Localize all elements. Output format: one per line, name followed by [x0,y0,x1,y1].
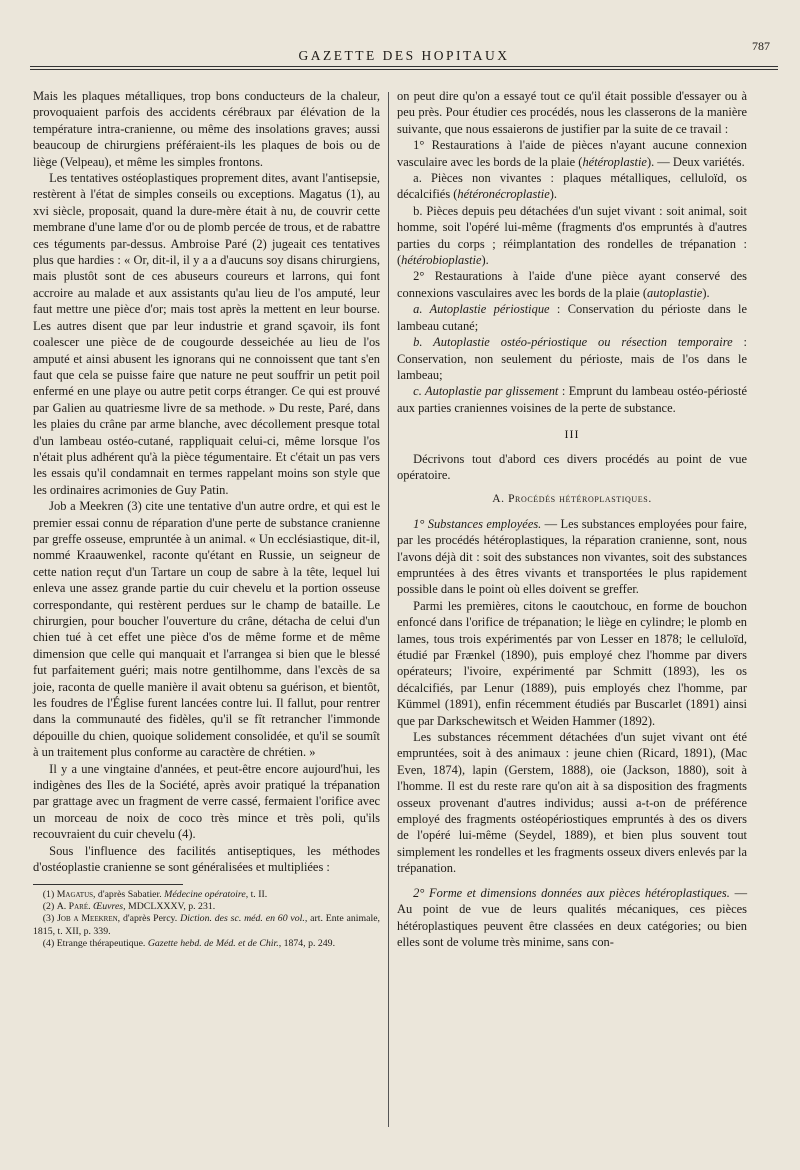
subsection-title: A. Procédés hétéroplastiques. [492,493,652,506]
paragraph: Parmi les premières, citons le caoutchouc, en forme de bouchon enfoncé dans l'orifice de trépanation; le liège en cylindre; le plomb en lames, tous trois expérimentés par von Lesser en 1878; le celluloïd, étudié par Frænkel (1890), puis employé chez l'homme par divers opérateurs; l'ivoire, expérimenté par Schmitt (1893), les os décalcifiés, par Lenur (1889), puis employés chez l'homme, par Kümmel (1891), enfin récemment étudiés par Buscarlet (1891) ainsi que par Darkschewitsch et Weiden Hammer (1892). [397,598,747,728]
classification-item-2b: b. Autoplastie ostéo-périostique ou résection temporaire : Conservation, non seulement du périoste, mais de l'os dans le lambeau; [397,335,747,382]
paragraph: Mais les plaques métalliques, trop bons conducteurs de la chaleur, provoquaient parfois des accidents cérébraux par élévation de la température intra-cranienne, ou même des insolations graves; aussi beaucoup de chirurgiens préféraient-ils les plaques de bois ou de liège (Velpeau), et même les simples frontons. [33,89,380,169]
right-column [397,88,747,950]
paragraph: Les tentatives ostéoplastiques proprement dites, avant l'antisepsie, restèrent à l'état de simples conseils ou exceptions. Magatus (1), au xvi siècle, proposait, quand la dure-mère était à nu, de couvrir cette membrane d'une lame d'or ou de plomb percée de trous, et de rabattre ces téguments par-dessus. Ambroise Paré (2) jugeait ces tentatives plus que hardies : « Or, dit-il, il y a a d'aucuns soy disans chirurgiens, mais plustôt sont de ces abuseurs coureurs et larrons, qui font accroire au malade et aux assistants qu'au lieu de l'os amputé, leur faut mettre une pièce d'or; mais tost après la mettent en leur bourse. Les autres disent que par leur industrie et grand sçavoir, ils font coalescer une pièce de de cougourde desseichée au lieu de l'os amputé et ainsi abusent les ignorans qui ne connoissent que tant s'en faut que cela se puisse faire que nature ne peut souffrir un petit poil enfermé en une playe ou autre petit corps étranger. Ce qui est prouvé par Galien au quatriesme livre de sa methode. » Du reste, Paré, dans les plaies du crâne par arme blanche, avec décollement presque total d'un lambeau ostéo-cutané, rappliquait celui-ci, même lorsque l'os n'était plus adhérent qu'à la pièce tégumentaire. Et c'était un pas vers les essais qu'il condamnait en termes rappelant moins son style que les ordinaires acrimonies de Guy Patin. [33,171,380,497]
paragraph: Il y a une vingtaine d'années, et peut-être encore aujourd'hui, les indigènes des Iles de la Société, après avoir pratiqué la trépanation par grattage avec un fragment de verre cassé, fermaient l'orifice avec un morceau de noix de coco très mince et très poli, qu'ils recouvraient du cuir chevelu (4). [33,761,380,842]
paragraph: 2° Forme et dimensions données aux pièces hétéroplastiques. — Au point de vue de leurs qualités mécaniques, ces pièces hétéroplastiques peuvent être classées en deux catégories; ou bien elles sont de volume très minime, sans con- [397,885,748,949]
paragraph: Sous l'influence des facilités antiseptiques, les méthodes d'ostéoplastie cranienne se sont généralisées et multipliées : [33,843,380,875]
classification-item-1: 1° Restaurations à l'aide de pièces n'ayant aucune connexion vasculaire avec les bords de la plaie (hétéroplastie). — Deux variétés. [397,138,747,169]
footnote-2: (2) A. Paré. Œuvres, MDCLXXXV, p. 231. [42,900,216,912]
header-rule-double [30,69,778,70]
paragraph: Décrivons tout d'abord ces divers procédés au point de vue opératoire. [397,451,747,482]
classification-item-2a: a. Autoplastie périostique : Conservation du périoste dans le lambeau cutané; [397,302,747,333]
section-number: III [564,427,580,442]
footnote-rule [33,884,183,885]
running-title: GAZETTE DES HOPITAUX [298,48,510,63]
classification-item-2: 2° Restaurations à l'aide d'une pièce ayant conservé des connexions vasculaires avec les bords de la plaie (autoplastie). [397,269,747,300]
page-header [30,36,778,76]
classification-item-1a: a. Pièces non vivantes : plaques métalliques, celluloïd, os décalcifiés (hétéronécroplastie). [397,171,747,202]
paragraph: 1° Substances employées. — Les substances employées pour faire, par les procédés hétéroplastiques, la réparation cranienne, sont, nous l'avons déjà dit : soit des substances non vivantes, soit des substances empruntées à des êtres vivants et transportées le plus rapidement possible dans le point où elles doivent se greffer. [397,516,747,597]
header-rule [30,66,778,67]
page-number: 787 [752,39,770,53]
classification-item-2c: c. Autoplastie par glissement : Emprunt du lambeau ostéo-périosté aux parties craniennes voisines de la perte de substance. [397,384,747,415]
paragraph: on peut dire qu'on a essayé tout ce qu'il était possible d'essayer ou à peu près. Pour étudier ces procédés, nous les classerons de la manière suivante, que nous essaierons de justifier par la suite de ce travail : [397,89,747,136]
footnote-3: (3) Job a Meekren, d'après Percy. Diction. des sc. méd. en 60 vol., art. Ente animale, 1815, t. XII, p. 339. [33,913,381,937]
footnotes [33,889,380,951]
paragraph: Job a Meekren (3) cite une tentative d'un autre ordre, et qui est le premier essai connu de réparation d'une perte de substance cranienne par greffe osseuse, empruntée à un animal. « Un ecclésiastique, dit-il, nommé Kraauwenkel, raconte qu'étant en Russie, un seigneur de cette nation reçut d'un Tartare un coup de sabre à la tête, lequel lui enleva une assez grande partie du cuir chevelu et la portion osseuse correspondante, qui restèrent perdues sur le champ de bataille. Le chirurgien, pour boucher l'ouverture du crâne, détacha de celui d'un chien tué à cet effet une pièce d'os de même forme et de même dimension que celle qui manquait et l'arrangea si bien que le blessé fut parfaitement guéri; mais notre gentilhomme, dans l'excès de sa joie, raconta de quelle manière il avait obtenu sa guérison, et bientôt, les foudres de l'Église furent lancées contre lui. Il fallut, pour rentrer dans la communauté des fidèles, qu'il se fît retrancher l'immonde dépouille du chien, quoique solidement consolidée, et qu'il se soumît à un traitement plus conforme au caractère de chrétien. » [33,499,380,760]
footnote-1: (1) Magatus, d'après Sabatier. Médecine opératoire, t. II. [42,888,268,900]
left-column [33,88,380,951]
paragraph: Les substances récemment détachées d'un sujet vivant ont été empruntées, soit à des animaux : jeune chien (Ricard, 1891), (Mac Even, 1874), lapin (Gerstem, 1888), oie (Jackson, 1880), soit à l'homme. Il est du reste rare qu'on ait à sa disposition des fragments osseux provenant d'autres individus; aussi a-t-on de préférence employé des fragments ostéopériostiques empruntés à des os divers de l'opéré lui-même (Seydel, 1889), et bien plus souvent tout simplement les rondelles et les fragments osseux divers enlevés par la trépanation. [397,730,747,876]
column-divider [388,92,389,1127]
footnote-4: (4) Etrange thérapeutique. Gazette hebd. de Méd. et de Chir., 1874, p. 249. [42,938,336,950]
classification-item-1b: b. Pièces depuis peu détachées d'un sujet vivant : soit animal, soit homme, soit l'opéré lui-même (fragments d'os empruntés à d'autres parties du corps ; réimplantation des rondelles de trépanation : (hétérobioplastie). [397,203,747,268]
